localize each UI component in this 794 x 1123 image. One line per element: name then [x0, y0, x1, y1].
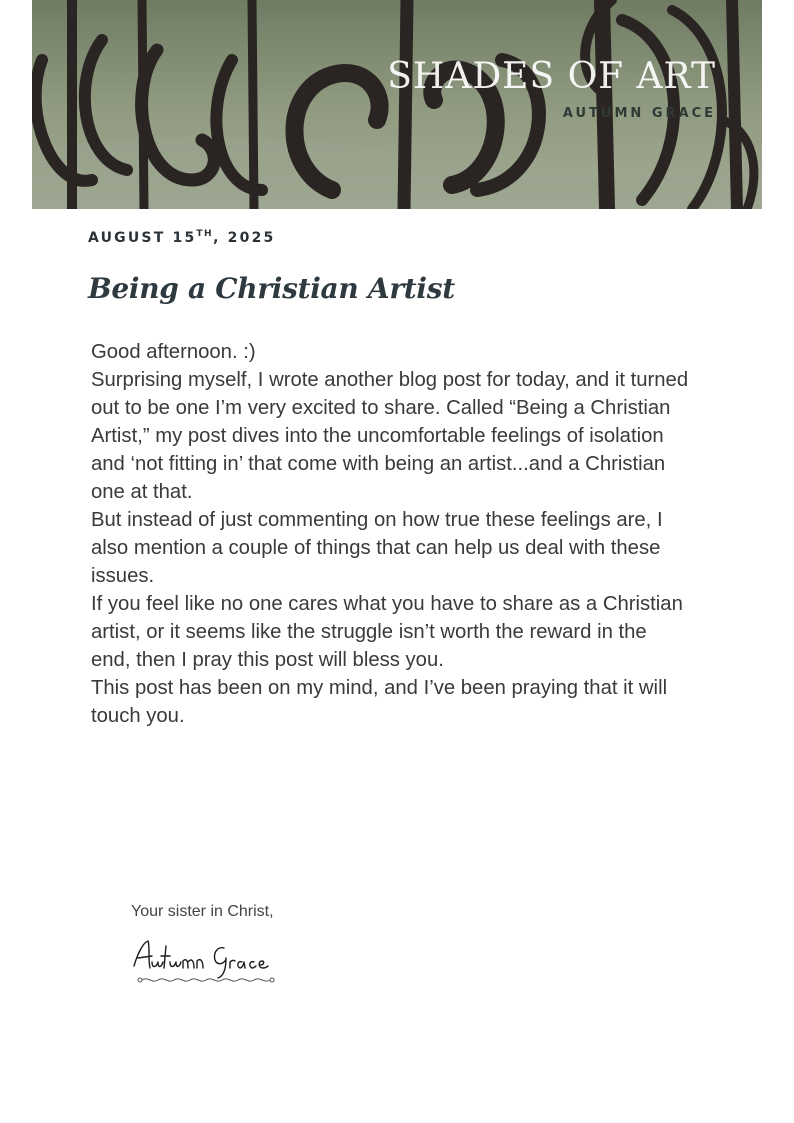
wrought-iron-fence-image	[32, 0, 762, 209]
post-title: Being a Christian Artist	[88, 272, 455, 305]
brand-title: SHADES OF ART	[387, 56, 716, 97]
handwritten-signature	[128, 932, 288, 990]
closing-text: Your sister in Christ,	[131, 903, 274, 920]
body-paragraph: But instead of just commenting on how true these feelings are, I also mention a couple of things that can help us deal with these issues.	[91, 509, 663, 587]
body-paragraph: If you feel like no one cares what you have to share as a Christian artist, or it seems like the struggle isn’t worth the reward in the end, then I pray this post will bless you.	[91, 593, 683, 671]
date-prefix: AUGUST 15	[88, 230, 197, 246]
post-date	[88, 229, 275, 246]
date-year: , 2025	[213, 230, 276, 246]
date-ordinal-suffix: TH	[196, 229, 214, 239]
brand-author: AUTUMN GRACE	[562, 106, 716, 121]
body-paragraph: This post has been on my mind, and I’ve been praying that it will touch you.	[91, 677, 668, 727]
body-paragraph: Surprising myself, I wrote another blog post for today, and it turned out to be one I’m very excited to share. Called “Being a Christian Artist,” my post dives into the uncomfortable feelings of isolation and ‘not fitting in’ that come with being an artist...and a Christian one at that.	[91, 369, 689, 503]
post-body	[91, 338, 691, 730]
body-paragraph: Good afternoon. :)	[91, 341, 256, 363]
header-banner	[32, 0, 762, 209]
